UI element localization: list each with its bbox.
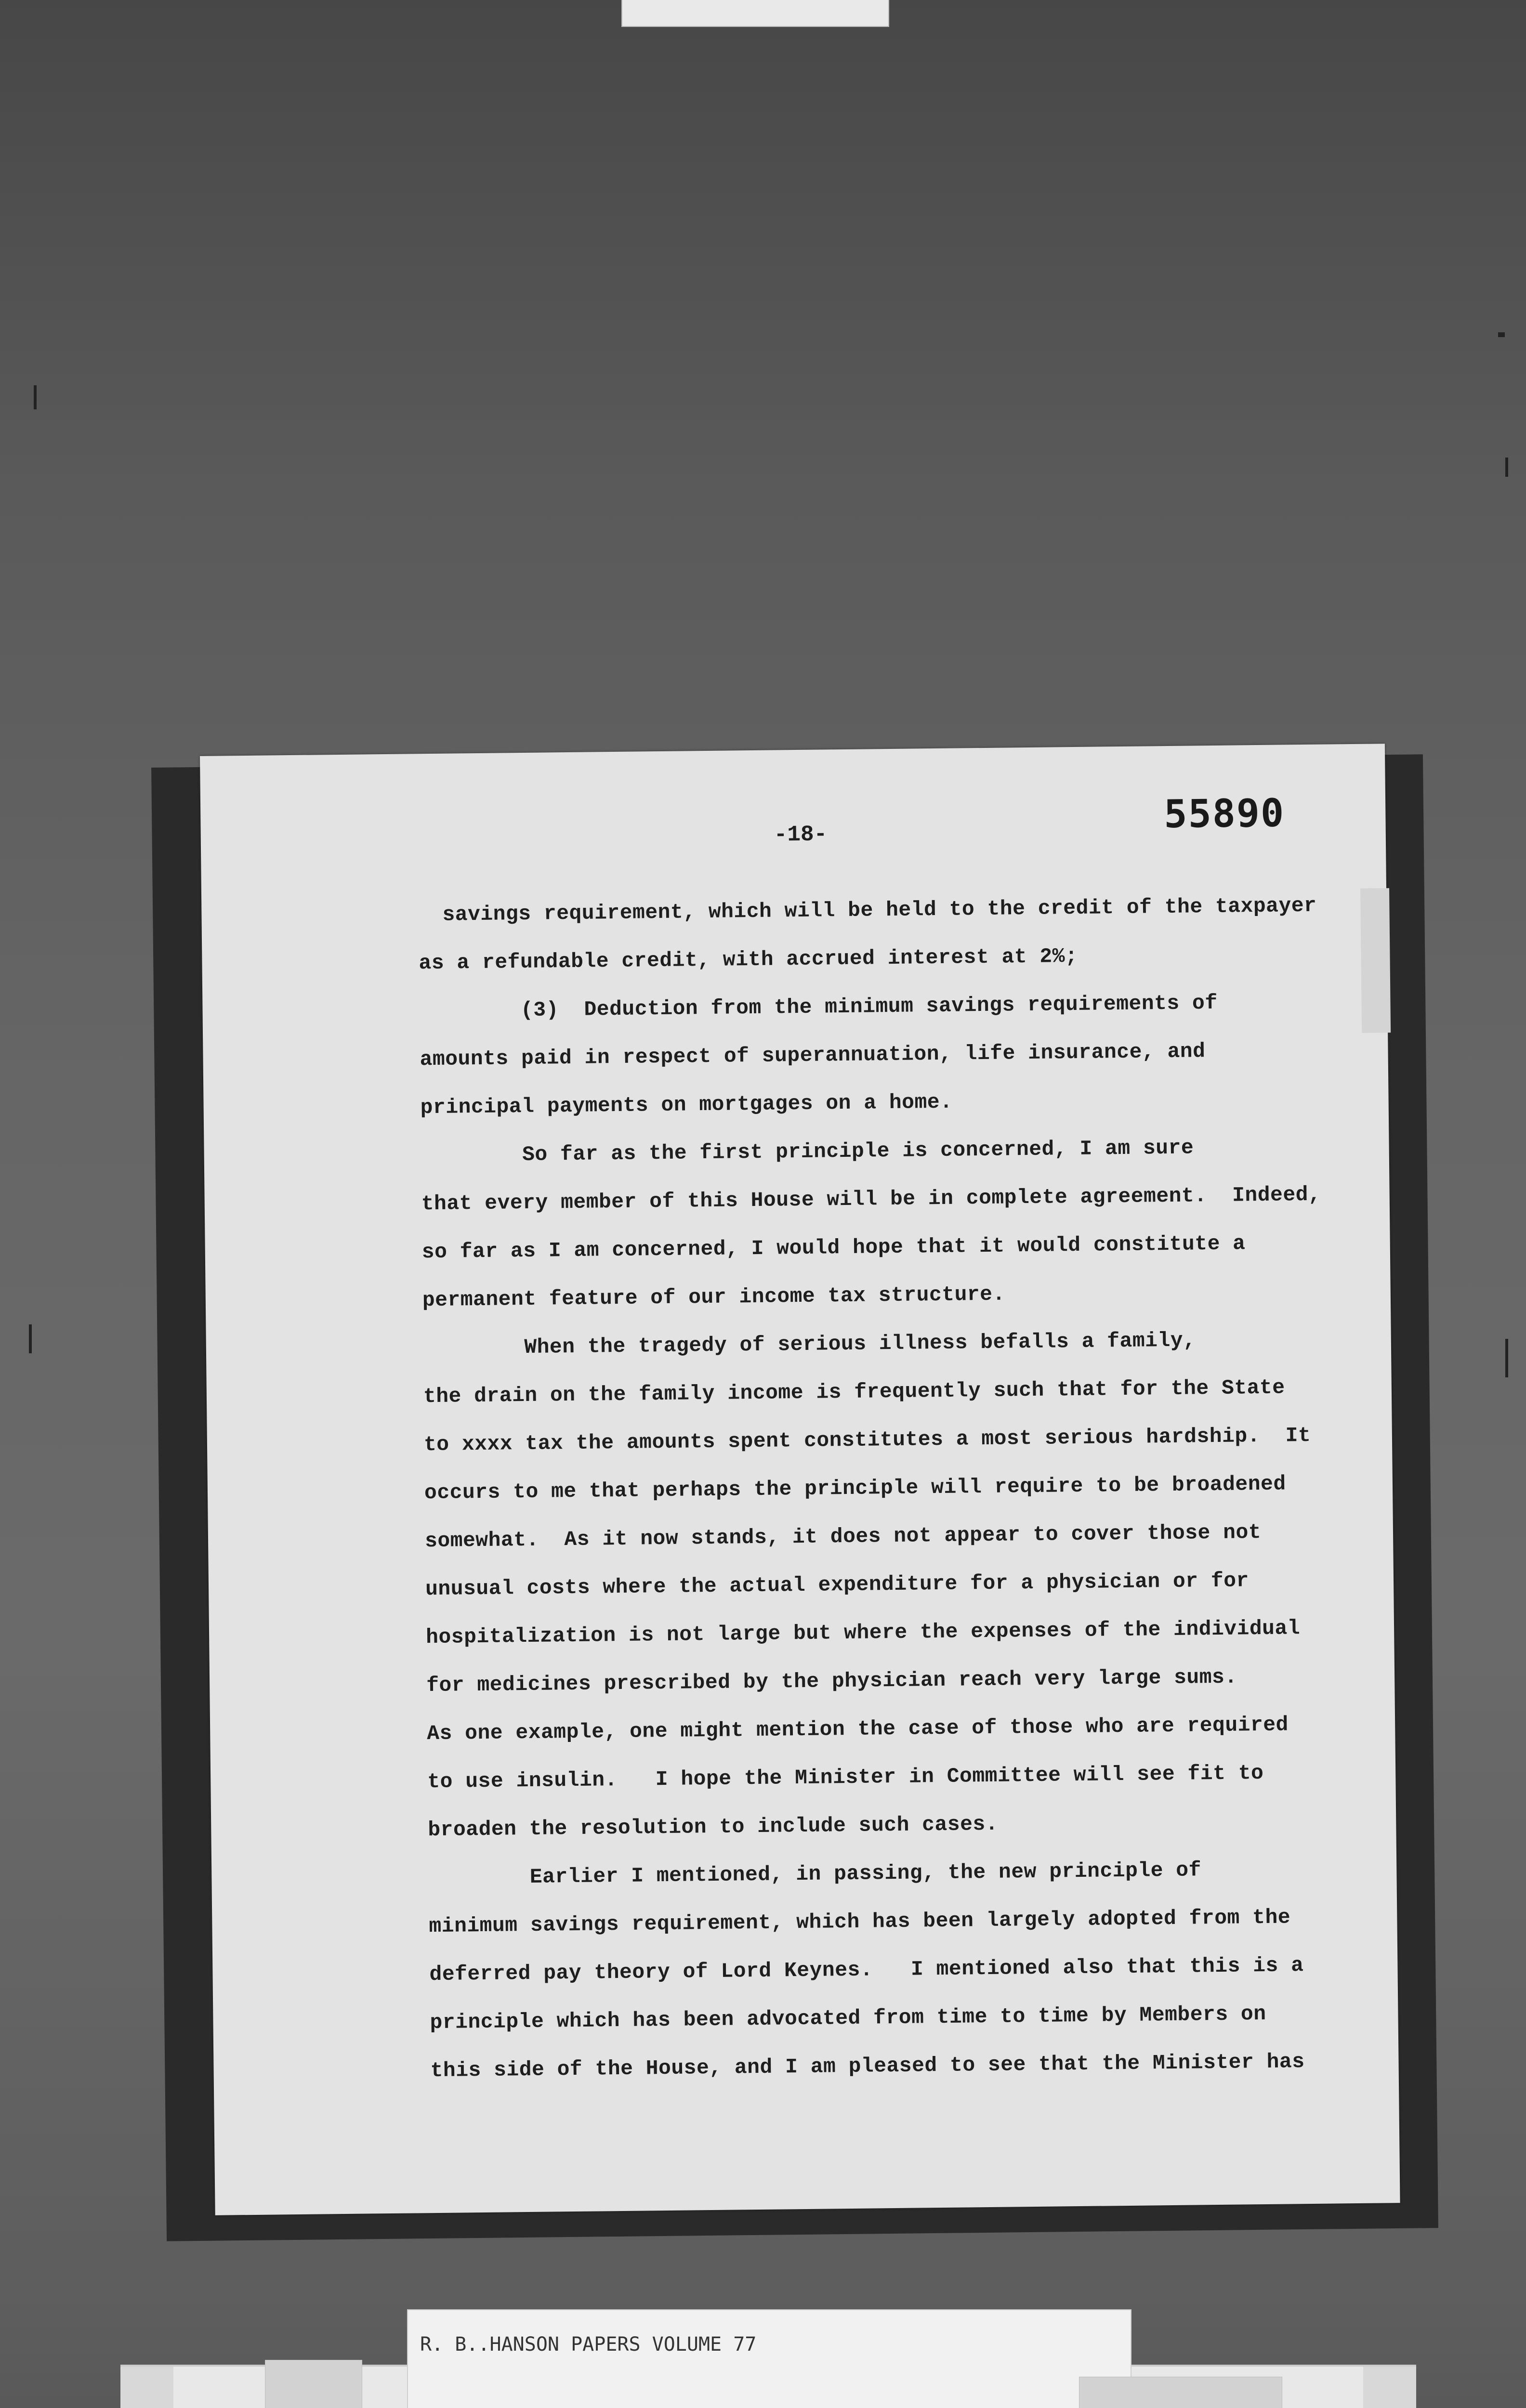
text-line: So far as the first principle is concerned, I am sure — [421, 1136, 1194, 1168]
text-line: broaden the resolution to include such cases. — [428, 1812, 999, 1842]
text-line: to use insulin. I hope the Minister in Committee will see fit to — [427, 1761, 1264, 1794]
volume-label-text: R. B..HANSON PAPERS VOLUME 77 — [420, 2333, 757, 2356]
top-paper-tab — [621, 0, 889, 27]
text-line: savings requirement, which will be held to the credit of the taxpayer — [442, 893, 1317, 927]
text-line: As one example, one might mention the case of those who are required — [427, 1713, 1289, 1746]
text-line: minimum savings requirement, which has been largely adopted from the — [429, 1905, 1291, 1938]
text-line: (3) Deduction from the minimum savings requirements of — [419, 991, 1218, 1023]
volume-label-card — [407, 2309, 1131, 2408]
band-left-edge — [120, 2367, 173, 2408]
text-line: permanent feature of our income tax structure. — [422, 1282, 1006, 1312]
document-page — [200, 744, 1400, 2215]
text-line: for medicines prescribed by the physician reach very large sums. — [426, 1665, 1237, 1698]
text-line: amounts paid in respect of superannuation, life insurance, and — [420, 1039, 1206, 1072]
text-line: principle which has been advocated from time to time by Members on — [430, 2002, 1266, 2035]
edge-mark — [1505, 1339, 1508, 1377]
text-line: as a refundable credit, with accrued interest at 2%; — [419, 944, 1078, 975]
page-flap — [1360, 888, 1391, 1033]
text-line: so far as I am concerned, I would hope that it would constitute a — [421, 1231, 1246, 1264]
edge-mark — [1505, 458, 1508, 477]
edge-mark — [1498, 332, 1505, 337]
text-line: principal payments on mortgages on a home. — [420, 1090, 953, 1120]
text-line: the drain on the family income is frequently such that for the State — [423, 1375, 1285, 1409]
text-line: Earlier I mentioned, in passing, the new principle of — [428, 1858, 1202, 1890]
text-line: When the tragedy of serious illness befalls a family, — [422, 1328, 1196, 1361]
text-line: deferred pay theory of Lord Keynes. I mentioned also that this is a — [429, 1953, 1304, 1987]
text-line: unusual costs where the actual expenditure for a physician or for — [425, 1569, 1250, 1601]
text-line: somewhat. As it now stands, it does not appear to cover those not — [424, 1520, 1262, 1553]
text-line: hospitalization is not large but where the expenses of the individual — [425, 1616, 1301, 1649]
band-right-edge — [1363, 2367, 1416, 2408]
edge-mark — [34, 385, 37, 409]
tape-strip — [1079, 2377, 1282, 2408]
stamp-number: 55890 — [1163, 790, 1285, 837]
text-line: this side of the House, and I am pleased to see that the Minister has — [430, 2050, 1305, 2083]
text-line: occurs to me that perhaps the principle will require to be broadened — [424, 1472, 1286, 1505]
text-line: to xxxx tax the amounts spent constitutes a most serious hardship. It — [423, 1423, 1311, 1457]
edge-mark — [29, 1324, 32, 1353]
text-line: that every member of this House will be in complete agreement. Indeed, — [421, 1182, 1321, 1216]
tape-strip — [265, 2360, 362, 2408]
typed-text-body — [418, 893, 1333, 2083]
page-number: -18- — [774, 822, 828, 848]
